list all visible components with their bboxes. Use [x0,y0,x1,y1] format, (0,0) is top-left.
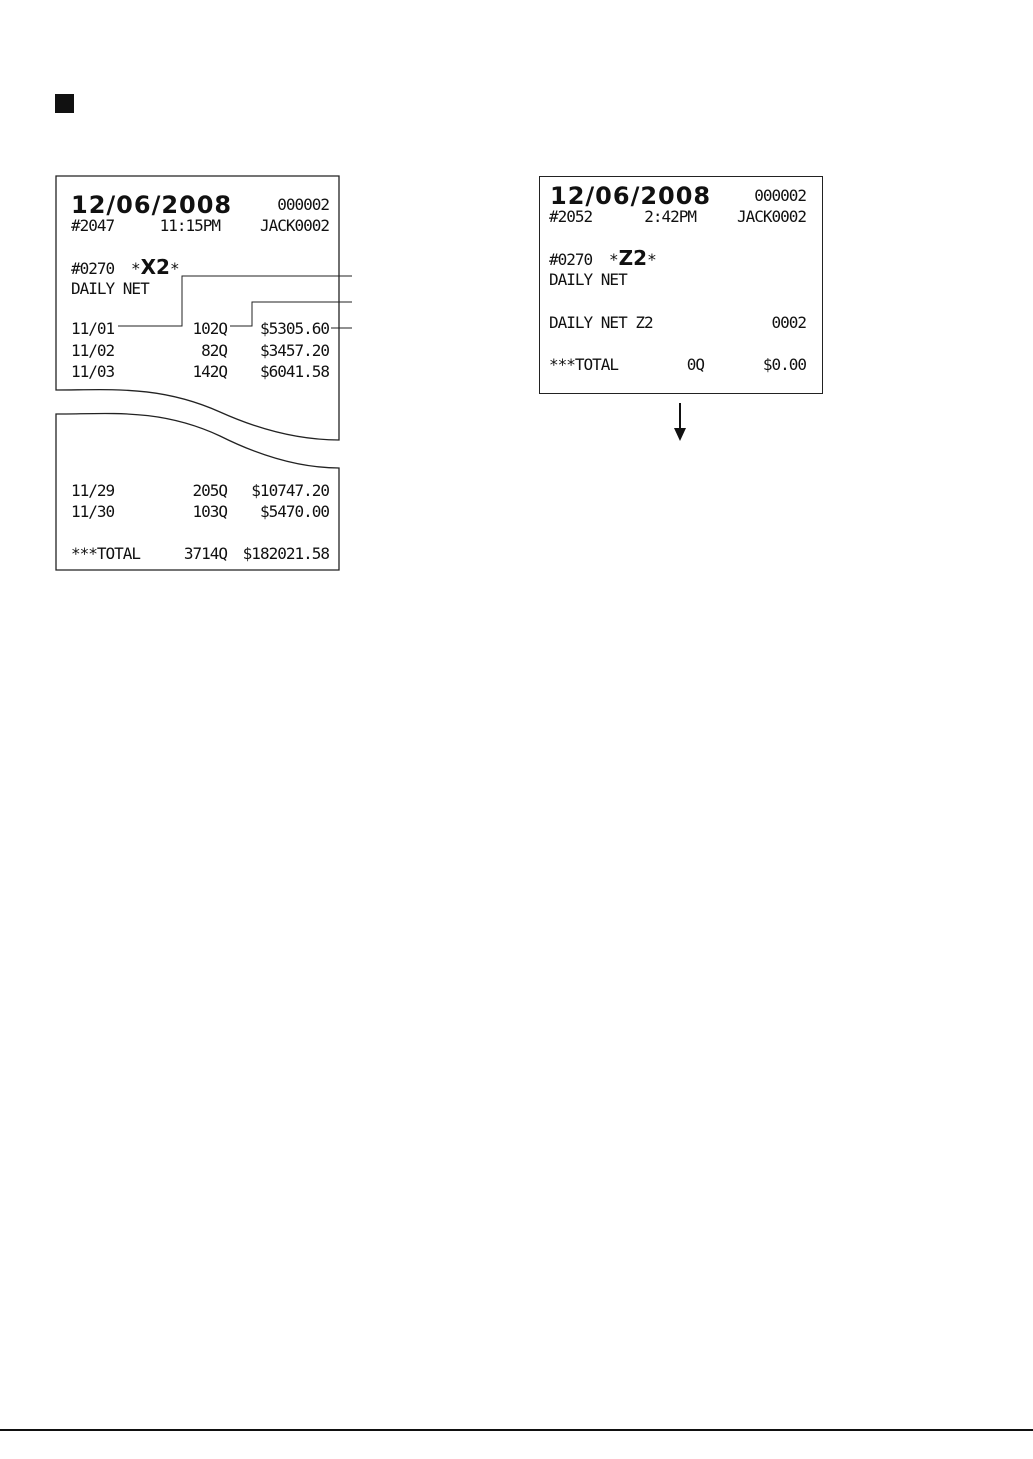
total-label: ***TOTAL [71,544,141,563]
x2-date: 12/06/2008 [71,191,233,219]
row-amount: $3457.20 [259,341,329,360]
x2-title: DAILY NET [71,279,149,298]
total-quantity: 0Q [686,355,704,374]
x2-mode: *X2* [131,255,180,279]
row-day: 11/29 [71,481,115,500]
z2-clerk: JACK0002 [736,207,806,226]
z2-receipt-number: #2052 [549,207,593,226]
row-quantity: 142Q [192,362,227,381]
row-day: 11/03 [71,362,115,381]
z2-consecutive-number: 000002 [754,186,806,205]
z2-counter-label: DAILY NET Z2 [549,313,653,332]
x2-receipt-number: #2047 [71,216,115,235]
x2-clerk: JACK0002 [259,216,329,235]
total-amount: $0.00 [762,355,806,374]
row-amount: $5470.00 [259,502,329,521]
z2-counter-value: 0002 [771,313,806,332]
row-amount: $10747.20 [251,481,329,500]
total-label: ***TOTAL [549,355,619,374]
x2-report-code: #0270 [71,259,115,278]
x2-time: 11:15PM [159,216,220,235]
x2-consecutive-number: 000002 [277,195,329,214]
row-day: 11/30 [71,502,115,521]
z2-time: 2:42PM [644,207,696,226]
row-quantity: 103Q [192,502,227,521]
z2-mode-label: Z2 [618,246,648,270]
z2-report-code: #0270 [549,250,593,269]
row-amount: $6041.58 [259,362,329,381]
total-quantity: 3714Q [183,544,227,563]
row-quantity: 82Q [201,341,227,360]
z2-mode: *Z2* [609,246,657,270]
x2-mode-label: X2 [140,255,170,279]
row-amount: $5305.60 [259,319,329,338]
row-day: 11/01 [71,319,115,338]
row-day: 11/02 [71,341,115,360]
total-amount: $182021.58 [242,544,329,563]
row-quantity: 102Q [192,319,227,338]
z2-title: DAILY NET [549,270,627,289]
bottom-rule [0,1429,1033,1431]
row-quantity: 205Q [192,481,227,500]
z2-date: 12/06/2008 [550,182,712,210]
